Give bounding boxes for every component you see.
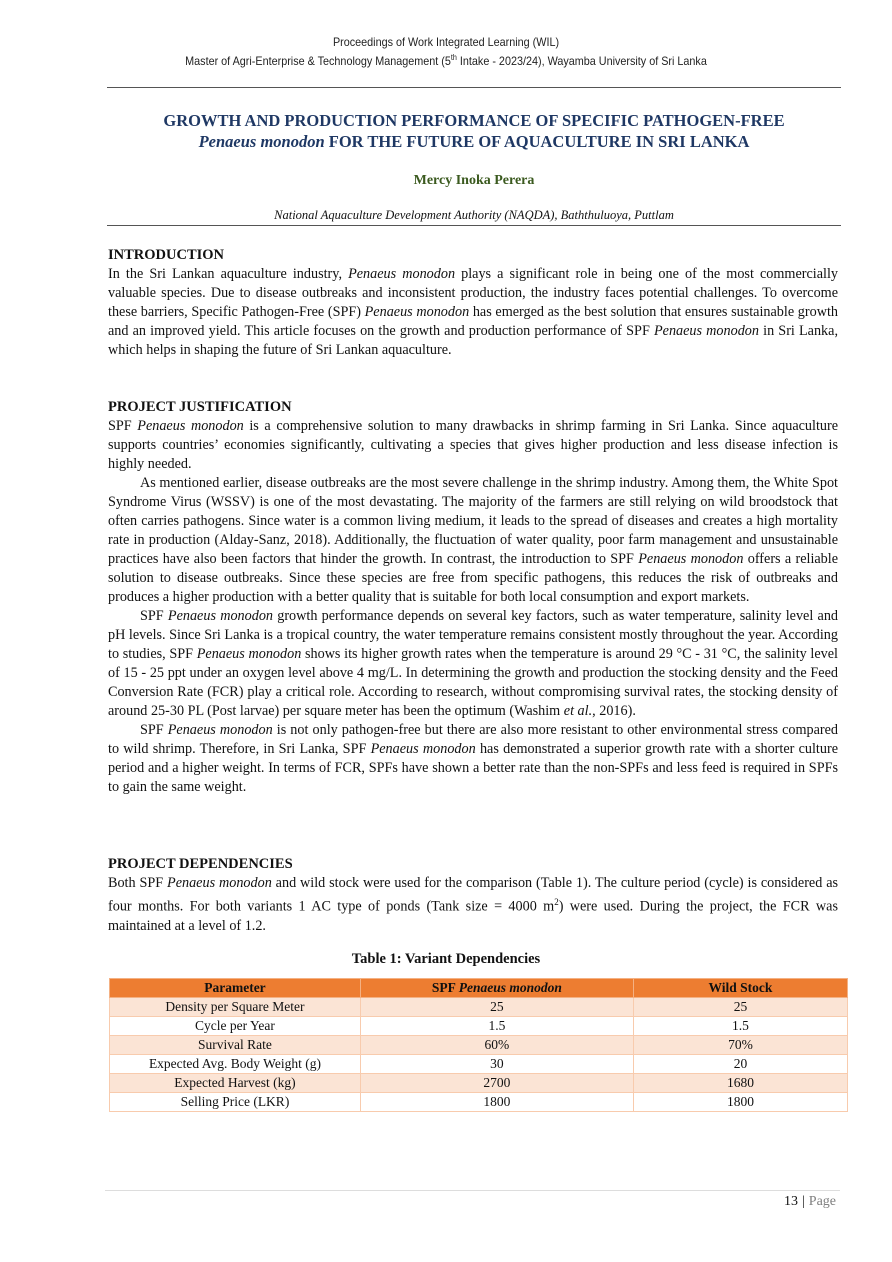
author-affiliation: National Aquaculture Development Authority (NAQDA), Baththuluoya, Puttlam bbox=[274, 208, 674, 222]
cell-parameter: Expected Harvest (kg) bbox=[110, 1074, 361, 1093]
cell-spf: 1800 bbox=[360, 1093, 633, 1112]
footer-separator: | bbox=[801, 1194, 805, 1209]
table-row bbox=[110, 1017, 848, 1036]
section-heading-introduction: INTRODUCTION bbox=[108, 247, 225, 263]
proceedings-header-line2 bbox=[45, 53, 848, 68]
col-header-spf: SPF Penaeus monodon bbox=[360, 979, 633, 998]
cell-parameter: Cycle per Year bbox=[110, 1017, 361, 1036]
species-name: Penaeus monodon bbox=[198, 132, 325, 151]
title-line-1: GROWTH AND PRODUCTION PERFORMANCE OF SPECIFIC PATHOGEN-FREE bbox=[163, 111, 785, 130]
variant-dependencies-table bbox=[109, 978, 848, 1112]
cell-spf: 60% bbox=[360, 1036, 633, 1055]
cell-spf: 30 bbox=[360, 1055, 633, 1074]
page-footer bbox=[784, 1194, 836, 1210]
title-text: FOR THE FUTURE OF AQUACULTURE IN SRI LANKA bbox=[324, 132, 750, 151]
dependencies-section bbox=[108, 855, 838, 936]
cell-wild: 1800 bbox=[633, 1093, 847, 1112]
cell-wild: 1.5 bbox=[633, 1017, 847, 1036]
page-number: 13 bbox=[783, 1194, 798, 1209]
author-name: Mercy Inoka Perera bbox=[413, 173, 535, 188]
table-row bbox=[110, 1055, 848, 1074]
proceedings-header-line1: Proceedings of Work Integrated Learning (WIL) bbox=[332, 35, 560, 49]
cell-parameter: Selling Price (LKR) bbox=[110, 1093, 361, 1112]
cell-parameter: Density per Square Meter bbox=[110, 998, 361, 1017]
col-header-parameter: Parameter bbox=[110, 979, 361, 998]
section-heading-dependencies: PROJECT DEPENDENCIES bbox=[108, 856, 293, 872]
table-caption: Table 1: Variant Dependencies bbox=[351, 951, 541, 967]
header-text: Intake - 2023/24), Wayamba University of Sri Lanka bbox=[456, 54, 707, 68]
page-label: Page bbox=[808, 1194, 836, 1209]
cell-spf: 25 bbox=[360, 998, 633, 1017]
introduction-section bbox=[108, 246, 838, 360]
table-row bbox=[110, 998, 848, 1017]
cell-wild: 1680 bbox=[633, 1074, 847, 1093]
header-superscript: th bbox=[450, 53, 457, 62]
cell-spf: 1.5 bbox=[360, 1017, 633, 1036]
cell-parameter: Expected Avg. Body Weight (g) bbox=[110, 1055, 361, 1074]
table-row bbox=[110, 1074, 848, 1093]
cell-wild: 25 bbox=[633, 998, 847, 1017]
table-header-row bbox=[110, 979, 848, 998]
cell-wild: 20 bbox=[633, 1055, 847, 1074]
header-divider bbox=[107, 87, 841, 88]
justification-paragraph-4: SPF Penaeus monodon is not only pathogen-free but there are also more resistant to other environmental stress compared to wild shrimp. Therefore, in Sri Lanka, SPF Penaeus monodon has demonstrated a superior growth rate with a shorter culture period and a higher weight. In terms of FCR, SPFs have shown a better rate than the non-SPFs and less feed is required in SPFs to gain the same weight. bbox=[108, 722, 839, 795]
table-row bbox=[110, 1093, 848, 1112]
affiliation-divider bbox=[107, 225, 841, 226]
table-row bbox=[110, 1036, 848, 1055]
cell-parameter: Survival Rate bbox=[110, 1036, 361, 1055]
col-header-wild-stock: Wild Stock bbox=[633, 979, 847, 998]
section-heading-justification: PROJECT JUSTIFICATION bbox=[108, 399, 292, 415]
justification-paragraph-1: SPF Penaeus monodon is a comprehensive solution to many drawbacks in shrimp farming in Sri Lanka. Since aquaculture supports countries’ economies significantly, cultivating a species that gives higher production and less disease infection is highly needed. bbox=[108, 418, 839, 472]
title-line-2 bbox=[107, 131, 841, 152]
justification-section bbox=[108, 398, 838, 797]
cell-wild: 70% bbox=[633, 1036, 847, 1055]
justification-paragraph-2: As mentioned earlier, disease outbreaks are the most severe challenge in the shrimp industry. Among them, the White Spot Syndrome Virus (WSSV) is one of the most devastating. The majority of the farmers are still relying on wild broodstock that often carries pathogens. Since water is a common living medium, it leads to the spread of diseases and creates a high mortality rate in production (Alday-Sanz, 2018). Additionally, the fluctuation of water quality, poor farm management and unsustainable practices have also been factors that hinder the growth. In contrast, the introduction to SPF Penaeus monodon offers a reliable solution to disease outbreaks. Since these species are free from specific pathogens, this reduces the risk of outbreaks and produces a higher production with a better quality that is suitable for both local consumption and export markets. bbox=[108, 475, 839, 605]
dependencies-paragraph: Both SPF Penaeus monodon and wild stock were used for the comparison (Table 1). The culture period (cycle) is considered as four months. For both variants 1 AC type of ponds (Tank size = 4000 $m^2$) were used. During the project, the FCR was maintained at a level of 1.2. bbox=[108, 875, 839, 934]
footer-divider bbox=[105, 1190, 840, 1191]
introduction-paragraph: In the Sri Lankan aquaculture industry, Penaeus monodon plays a significant role in being one of the most commercially valuable species. Due to disease outbreaks and inconsistent production, the industry faces potential challenges. To overcome these barriers, Specific Pathogen-Free (SPF) Penaeus monodon has emerged as the best solution that ensures sustainable growth and an improved yield. This article focuses on the growth and production performance of SPF Penaeus monodon in Sri Lanka, which helps in shaping the future of Sri Lankan aquaculture. bbox=[108, 266, 838, 358]
justification-paragraph-3: SPF Penaeus monodon growth performance depends on several key factors, such as water temperature, salinity level and pH levels. Since Sri Lanka is a tropical country, the water temperature remains consistent mostly throughout the year. According to studies, SPF Penaeus monodon shows its higher growth rates when the temperature is around 29 °C - 31 °C, the salinity level of 15 - 25 ppt under an oxygen level above 4 mg/L. In determining the growth and production the stocking density and the Feed Conversion Rate (FCR) play a critical role. According to research, without compromising survival rates, the stocking density of around 25-30 PL (Post larvae) per square meter has been the optimum (Washim et al., 2016). bbox=[108, 608, 839, 719]
cell-spf: 2700 bbox=[360, 1074, 633, 1093]
article-title bbox=[107, 110, 841, 152]
header-text: Master of Agri-Enterprise & Technology Management (5 bbox=[185, 54, 451, 68]
